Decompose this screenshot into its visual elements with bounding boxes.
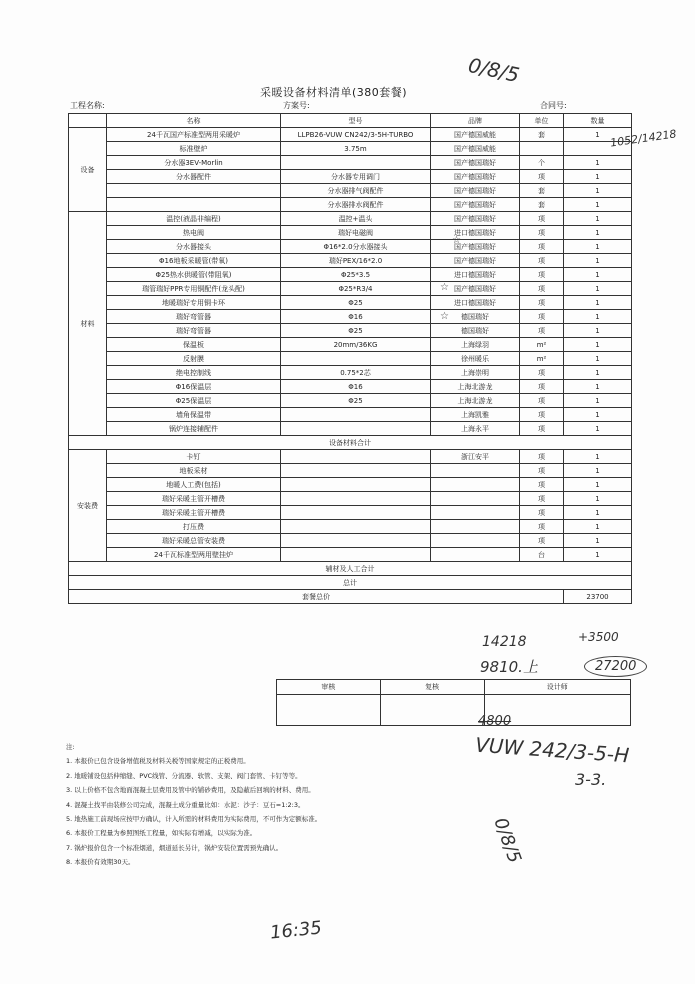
cell-qty: 1 [564,226,632,240]
cell-brand: 上海永平 [431,422,520,436]
handwriting-vertical: 0/8/5 [489,815,526,866]
cell-qty: 1 [564,450,632,464]
review-cell [277,695,381,726]
cell-name: 24千瓦标准型两用壁挂炉 [107,548,281,562]
cell-name [107,184,281,198]
cell-qty: 1 [564,296,632,310]
cell-model [281,492,431,506]
table-row [69,492,632,506]
table-row [69,254,632,268]
table-row [69,394,632,408]
cell-model: 瑞好电磁阀 [281,226,431,240]
header-qty: 数量 [564,114,632,128]
header-name: 名称 [107,114,281,128]
table-row [69,366,632,380]
handwriting-top: 0/8/5 [466,52,522,88]
cell-name: 地板采材 [107,464,281,478]
table-row [69,408,632,422]
cell-brand: 国产德国瑞好 [431,198,520,212]
table-row [69,128,632,142]
note-2: 2. 地暖铺设包括伸缩缝、PVC线管、分流器、软管、支架、阀门套管、卡钉等等。 [66,771,302,780]
cell-qty: 1 [564,408,632,422]
cell-qty: 1 [564,268,632,282]
table-row [69,198,632,212]
table-row [69,268,632,282]
table-row [69,282,632,296]
cell-unit: 项 [520,310,564,324]
cell-name: 分水器接头 [107,240,281,254]
cell-name: 瑞管瑞好PPR专用铜配件(龙头配) [107,282,281,296]
materials-table [68,113,632,604]
cell-model: 分水器排水阀配件 [281,198,431,212]
table-row [69,170,632,184]
table-row [69,464,632,478]
handwriting-side: 1052/14218 [609,127,678,150]
cell-qty: 1 [564,254,632,268]
materials-section [69,212,632,436]
cell-brand: 浙江安平 [431,450,520,464]
cell-model: Φ16 [281,310,431,324]
cell-qty: 1 [564,128,632,142]
cell-name: 热电阀 [107,226,281,240]
cell-model: Φ25 [281,394,431,408]
note-4: 4. 混凝土找平由装修公司完成，混凝土成分重量比如：水泥：沙子：豆石=1:2:3。 [66,800,305,809]
cell-unit: 项 [520,170,564,184]
cell-qty: 1 [564,156,632,170]
cell-unit: 项 [520,380,564,394]
table-row [69,324,632,338]
note-7: 7. 锅炉报价包含一个标准烟道，烟道延长另计，锅炉安装位置需预先确认。 [66,843,283,852]
cell-unit: 套 [520,128,564,142]
cell-model: Φ16 [281,380,431,394]
header-model: 型号 [281,114,431,128]
total-row [69,576,632,590]
cell-unit: 项 [520,254,564,268]
cell-name: Φ16保温层 [107,380,281,394]
cell-unit: 项 [520,394,564,408]
materials-subtotal-row [69,436,632,450]
table-row [69,226,632,240]
cell-model [281,548,431,562]
note-8: 8. 本报价有效期30天。 [66,858,135,867]
cell-name: 墙角保温带 [107,408,281,422]
cell-brand: 进口德国瑞好 [431,226,520,240]
contract-label: 合同号: [540,101,567,110]
table-row [69,310,632,324]
cell-brand [431,548,520,562]
cell-unit: 项 [520,408,564,422]
cell-unit: 个 [520,156,564,170]
table-row [69,296,632,310]
cell-name: 瑞好采暖主管开槽费 [107,506,281,520]
recheck-cell [380,695,484,726]
notes-block [66,740,321,870]
cell-model [281,506,431,520]
equipment-section [69,128,632,212]
cell-name: 打压费 [107,520,281,534]
note-3: 3. 以上价格不包含地面混凝土层费用及管中的铺砂费用，及隐蔽后回填的材料、费用。 [66,786,315,795]
cell-unit: m² [520,352,564,366]
cell-unit: 项 [520,366,564,380]
cell-qty: 1 [564,394,632,408]
cell-brand [431,464,520,478]
cell-brand: 徐州暖乐 [431,352,520,366]
cell-name: 瑞好采暖主管开槽费 [107,492,281,506]
package-label: 套餐总价 [69,590,564,604]
signature-blank-row [277,695,631,726]
cell-brand: 国产德国瑞好 [431,254,520,268]
cell-name: 地暖瑞好专用铜卡环 [107,296,281,310]
total-label: 总计 [69,576,632,590]
cell-brand: 德国瑞好 [431,324,520,338]
cell-qty: 1 [564,352,632,366]
cell-name [107,198,281,212]
section-label: 设备 [69,128,107,212]
cell-model: 0.75*2芯 [281,366,431,380]
cell-model: Φ25 [281,324,431,338]
cell-model [281,520,431,534]
table-row [69,240,632,254]
cell-qty: 1 [564,478,632,492]
cell-unit: 项 [520,520,564,534]
cell-model [281,422,431,436]
notes-title: 注: [66,743,75,751]
recheck-label: 复核 [380,680,484,695]
cell-qty: 1 [564,520,632,534]
cell-brand: 国产德国瑞好 [431,240,520,254]
cell-brand: 上海北游龙 [431,380,520,394]
cell-brand: 进口德国瑞好 [431,268,520,282]
table-row [69,212,632,226]
cell-unit: 项 [520,212,564,226]
handwriting-calc-e: 4800 [478,714,512,729]
designer-label: 设计师 [484,680,631,695]
cell-model: Φ25*R3/4 [281,282,431,296]
cell-qty: 1 [564,198,632,212]
cell-qty: 1 [564,534,632,548]
cell-name: 保温板 [107,338,281,352]
cell-model [281,478,431,492]
table-row [69,156,632,170]
cell-qty: 1 [564,492,632,506]
cell-unit [520,142,564,156]
cell-model: LLPB26-VUW CN242/3-5H-TURBO [281,128,431,142]
cell-name: 温控(液晶非编程) [107,212,281,226]
cell-qty: 1 [564,422,632,436]
cell-model: 分水器专用调门 [281,170,431,184]
cell-name: 分水器3EV-Morlin [107,156,281,170]
cell-name: 标准壁炉 [107,142,281,156]
handwriting-calc-c: 9810.上 [480,658,538,676]
cell-brand: 国产德国威能 [431,128,520,142]
cell-brand: 德国瑞好 [431,310,520,324]
cell-brand [431,478,520,492]
project-label: 工程名称: [70,101,105,110]
cell-unit: m² [520,338,564,352]
cell-unit: 项 [520,226,564,240]
cell-model [281,450,431,464]
cell-name: 瑞好弯管器 [107,324,281,338]
cell-qty: 1 [564,184,632,198]
cell-name: 卡钉 [107,450,281,464]
cell-qty: 1 [564,366,632,380]
cell-brand: 上海北游龙 [431,394,520,408]
cell-name: Φ25保温层 [107,394,281,408]
table-row [69,380,632,394]
table-row [69,352,632,366]
table-row [69,520,632,534]
cell-brand [431,492,520,506]
cell-name: 瑞好采暖总管安装费 [107,534,281,548]
install-section [69,450,632,562]
table-row [69,338,632,352]
review-label: 审核 [277,680,381,695]
cell-unit: 套 [520,184,564,198]
cell-model [281,156,431,170]
note-1: 1. 本报价已包含设备增值税及材料关税等国家规定的正税费用。 [66,757,250,766]
cell-brand [431,520,520,534]
note-6: 6. 本报价工程量为参照图纸工程量，如实际有增减，以实际为准。 [66,829,257,838]
cell-qty: 1 [564,548,632,562]
handwriting-model-2: 3-3. [575,770,607,789]
package-price: 23700 [564,590,632,604]
handwriting-bottom: 16:35 [269,917,323,944]
cell-brand: 国产德国瑞好 [431,282,520,296]
cell-model [281,464,431,478]
cell-unit: 项 [520,282,564,296]
cell-model: Φ25 [281,296,431,310]
cell-model: 3.75m [281,142,431,156]
table-row [69,422,632,436]
cell-brand: 国产德国威能 [431,142,520,156]
cell-name: 绝电控制线 [107,366,281,380]
cell-model: 温控+温头 [281,212,431,226]
cell-brand: 国产德国瑞好 [431,184,520,198]
table-row [69,548,632,562]
header-row [69,114,632,128]
cell-unit: 项 [520,240,564,254]
plan-label: 方案号: [283,101,310,110]
cell-brand: 国产德国瑞好 [431,170,520,184]
cell-unit: 项 [520,422,564,436]
cell-qty: 1 [564,170,632,184]
page-title: 采暖设备材料清单(380套餐) [260,86,408,99]
cell-brand: 国产德国瑞好 [431,212,520,226]
cell-unit: 项 [520,450,564,464]
cell-name: Φ25热水供暖管(带阻氧) [107,268,281,282]
cell-qty: 1 [564,338,632,352]
cell-unit: 项 [520,534,564,548]
cell-unit: 项 [520,506,564,520]
cell-brand [431,534,520,548]
cell-model: Φ16*2.0分水器接头 [281,240,431,254]
table-row [69,478,632,492]
cell-model: 瑞好PEX/16*2.0 [281,254,431,268]
header-blank [69,114,107,128]
handwriting-calc-d: 27200 [584,656,647,677]
cell-qty: 1 [564,464,632,478]
cell-unit: 项 [520,296,564,310]
cell-unit: 项 [520,268,564,282]
header-brand: 品牌 [431,114,520,128]
materials-subtotal-label: 设备材料合计 [69,436,632,450]
signature-header-row [277,680,631,695]
install-subtotal-label: 辅材及人工合计 [69,562,632,576]
cell-unit: 项 [520,492,564,506]
cell-qty: 1 [564,310,632,324]
install-subtotal-row [69,562,632,576]
cell-unit: 项 [520,324,564,338]
header-unit: 单位 [520,114,564,128]
table-row [69,184,632,198]
cell-qty: 1 [564,506,632,520]
cell-unit: 项 [520,464,564,478]
table-row [69,534,632,548]
cell-qty: 1 [564,212,632,226]
star-mark: ☆ [440,282,449,293]
cell-brand [431,506,520,520]
handwriting-calc-a: 14218 [482,634,527,650]
signature-table [276,679,631,726]
cell-brand: 进口德国瑞好 [431,296,520,310]
cell-qty: 1 [564,282,632,296]
cell-model [281,352,431,366]
cell-name: 地暖人工费(包括) [107,478,281,492]
star-mark: ☆ [440,311,449,322]
cell-name: 锅炉连接辅配件 [107,422,281,436]
cell-brand: 上海崇明 [431,366,520,380]
table-row [69,142,632,156]
handwriting-model: VUW 242/3-5-H [474,732,630,768]
table-row [69,506,632,520]
cell-model [281,534,431,548]
table-row [69,450,632,464]
cell-unit: 台 [520,548,564,562]
cell-qty: 1 [564,324,632,338]
cell-name: Φ16地板采暖管(带氧) [107,254,281,268]
cell-qty: 1 [564,380,632,394]
section-label: 材料 [69,212,107,436]
package-row [69,590,632,604]
cell-unit: 项 [520,478,564,492]
cell-model: 20mm/36KG [281,338,431,352]
cell-name: 反射膜 [107,352,281,366]
cell-brand: 国产德国瑞好 [431,156,520,170]
cell-model: Φ25*3.5 [281,268,431,282]
cell-brand: 上海绿羽 [431,338,520,352]
handwriting-calc-b: +3500 [578,630,619,644]
note-5: 5. 地热施工前现场应按甲方确认，计入所需的材料费用为实际费用，不可作为定额标准。 [66,815,322,824]
star-mark: ☆ [452,235,461,246]
cell-name: 24千瓦国产标准型两用采暖炉 [107,128,281,142]
cell-model: 分水器排气阀配件 [281,184,431,198]
cell-name: 分水器配件 [107,170,281,184]
cell-qty: 1 [564,240,632,254]
cell-unit: 套 [520,198,564,212]
section-label: 安装费 [69,450,107,562]
cell-brand: 上海凯雅 [431,408,520,422]
cell-model [281,408,431,422]
cell-name: 瑞好弯管器 [107,310,281,324]
